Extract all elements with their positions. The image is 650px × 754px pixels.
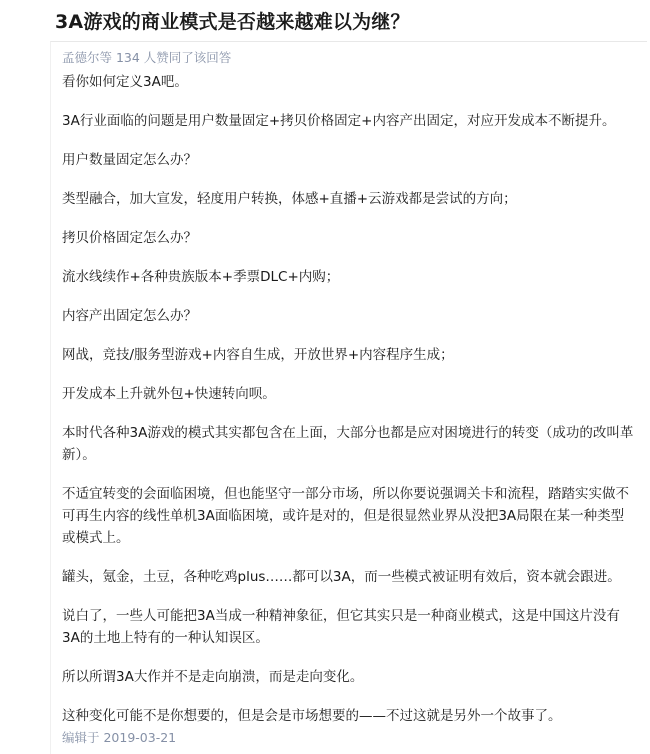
answer-paragraph: 罐头，氪金，土豆，各种吃鸡plus……都可以3A，而一些模式被证明有效后，资本就会跟进。 [62,569,621,585]
answer-paragraph: 不适宜转变的会面临困境，但也能坚守一部分市场，所以你要说强调关卡和流程，踏踏实实做不可再生内容的线性单机3A面临困境，或许是对的，但是很显然业界从没把3A局限在某一种类型或模式上。 [62,486,629,546]
answer-paragraph: 内容产出固定怎么办？ [62,308,197,324]
answer-paragraph: 看你如何定义3A吧。 [62,74,188,90]
answer-paragraph: 用户数量固定怎么办？ [62,152,197,168]
answer-paragraph: 3A行业面临的问题是用户数量固定+拷贝价格固定+内容产出固定，对应开发成本不断提升。 [62,113,616,129]
answer-paragraph: 流水线续作+各种贵族版本+季票DLC+内购； [62,269,340,285]
answer-paragraph: 本时代各种3A游戏的模式其实都包含在上面，大部分也都是应对困境进行的转变（成功的改叫革新）。 [62,425,634,463]
answer-paragraph: 类型融合，加大宣发，轻度用户转换，体感+直播+云游戏都是尝试的方向； [62,191,517,207]
edit-timestamp[interactable]: 编辑于 2019-03-21 [62,730,177,745]
answer-paragraph: 这种变化可能不是你想要的，但是会是市场想要的——不过这就是另外一个故事了。 [62,708,562,724]
upvote-info[interactable]: 孟德尔等 134 人赞同了该回答 [62,50,232,65]
answer-content [62,71,634,744]
question-title[interactable]: 3A游戏的商业模式是否越来越难以为继？ [55,11,410,33]
answer-paragraph: 开发成本上升就外包+快速转向呗。 [62,386,276,402]
answer-paragraph: 拷贝价格固定怎么办？ [62,230,197,246]
answer-paragraph: 所以所谓3A大作并不是走向崩溃，而是走向变化。 [62,669,364,685]
answer-card [50,41,647,754]
answer-paragraph: 说白了，一些人可能把3A当成一种精神象征，但它其实只是一种商业模式，这是中国这片没有3A的土地上特有的一种认知误区。 [62,608,620,646]
answer-paragraph: 网战，竞技/服务型游戏+内容自生成，开放世界+内容程序生成； [62,347,454,363]
